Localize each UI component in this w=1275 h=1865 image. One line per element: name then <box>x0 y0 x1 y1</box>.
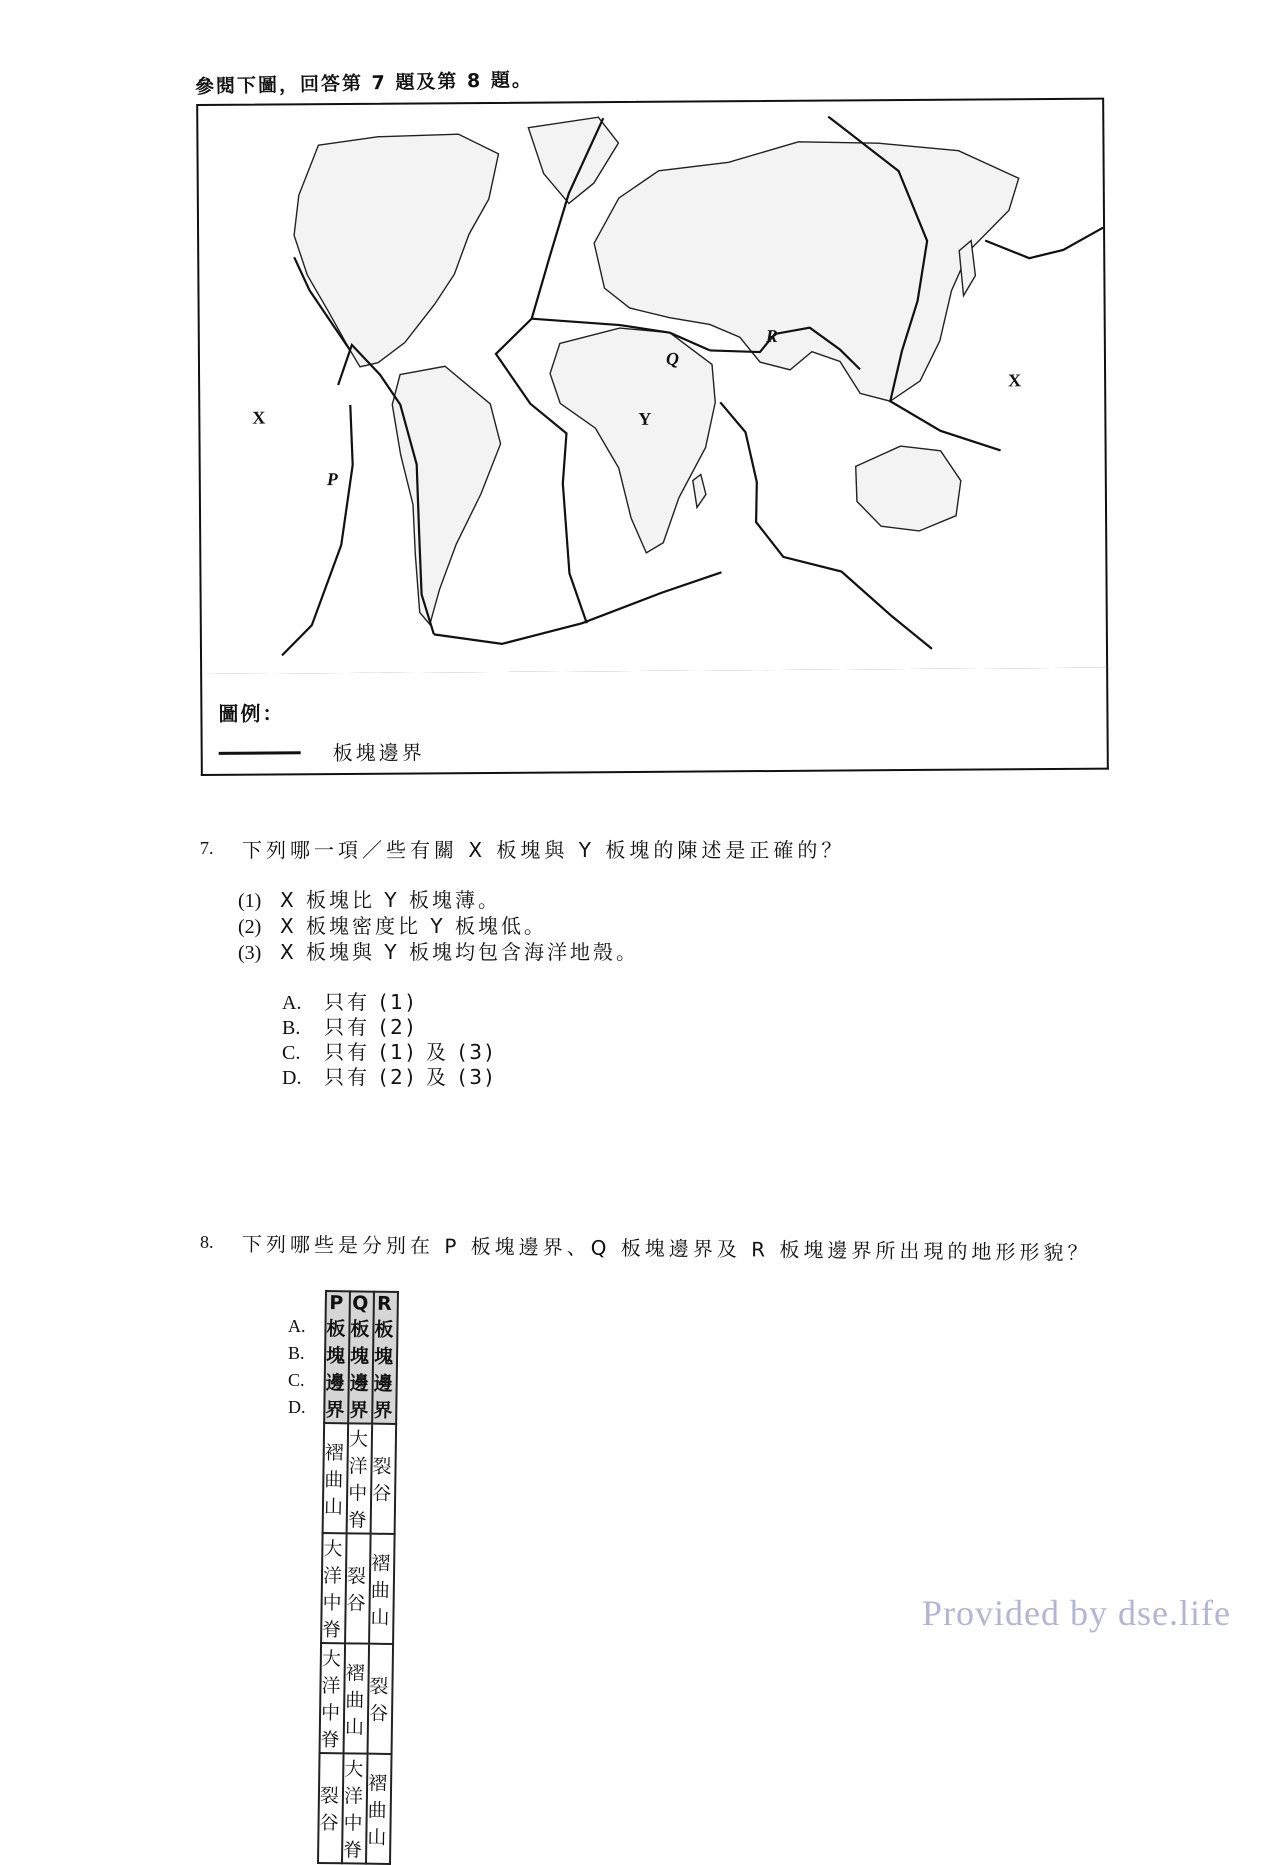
table-cell: 褶曲山 <box>344 1643 370 1753</box>
north-america-landmass <box>293 134 500 367</box>
greenland-landmass <box>528 117 619 204</box>
option-row-labels <box>288 1316 306 1424</box>
table-row[interactable] <box>323 1423 397 1534</box>
map-label-q: Q <box>665 348 680 369</box>
option-text: 只有 (1) <box>324 990 417 1014</box>
statement-item <box>238 910 547 939</box>
option-letter[interactable]: C. <box>288 1370 305 1390</box>
table-header-row <box>324 1291 398 1424</box>
question-number: 8. <box>200 1232 214 1252</box>
statement-number: (1) <box>238 890 262 912</box>
statement-text: X 板塊密度比 Y 板塊低。 <box>280 914 547 938</box>
table-cell: 裂谷 <box>368 1644 394 1754</box>
option-letter: D. <box>282 1067 302 1089</box>
question-text: 下列哪一項／些有關 X 板塊與 Y 板塊的陳述是正確的？ <box>242 838 846 862</box>
option-text: 只有 (2) <box>324 1015 417 1039</box>
option-letter: A. <box>282 992 302 1014</box>
statement-number: (3) <box>238 942 262 964</box>
table-cell: 褶曲山 <box>366 1754 392 1864</box>
answer-table <box>317 1290 399 1865</box>
map-legend <box>200 668 1109 776</box>
world-map <box>196 98 1108 676</box>
question-text: 下列哪些是分別在 P 板塊邊界、Q 板塊邊界及 R 板塊邊界所出現的地形形貌？ <box>241 1232 1092 1265</box>
legend-boundary-label: 板塊邊界 <box>332 740 425 766</box>
boundary-line-symbol <box>219 751 301 755</box>
table-cell: 大洋中脊 <box>347 1423 373 1533</box>
statement-item <box>238 884 501 913</box>
madagascar-landmass <box>693 474 706 507</box>
map-label-x-left: X <box>252 407 266 428</box>
option-text: 只有 (2) 及 (3) <box>324 1065 496 1089</box>
statement-number: (2) <box>238 916 262 938</box>
table-cell: 大洋中脊 <box>342 1753 368 1863</box>
option-letter[interactable]: D. <box>288 1397 306 1417</box>
statement-text: X 板塊與 Y 板塊均包含海洋地殼。 <box>280 940 639 964</box>
option-letter: C. <box>282 1042 301 1064</box>
table-header: P 板塊邊界 <box>324 1291 350 1423</box>
statement-text: X 板塊比 Y 板塊薄。 <box>280 888 501 912</box>
table-cell: 裂谷 <box>318 1753 344 1863</box>
option-letter: B. <box>282 1017 301 1039</box>
africa-landmass <box>550 327 717 553</box>
map-label-p: P <box>326 469 338 490</box>
table-cell: 大洋中脊 <box>320 1643 346 1753</box>
south-america-landmass <box>392 366 502 625</box>
boundary-nazca-pacific <box>280 405 354 655</box>
legend-title: 圖例： <box>218 701 285 726</box>
map-label-y: Y <box>638 408 652 429</box>
table-cell: 大洋中脊 <box>321 1533 347 1643</box>
japan-landmass <box>959 241 975 296</box>
plate-boundary-map <box>198 100 1106 674</box>
option-letter[interactable]: A. <box>288 1316 306 1336</box>
table-cell: 裂谷 <box>371 1424 397 1534</box>
answer-option[interactable] <box>282 1061 496 1090</box>
boundary-north-pacific-arc <box>985 228 1103 259</box>
table-cell: 裂谷 <box>345 1533 371 1643</box>
table-cell: 褶曲山 <box>323 1423 349 1533</box>
map-label-r: R <box>765 325 778 347</box>
table-row[interactable] <box>320 1643 394 1754</box>
boundary-antarctic <box>433 572 721 644</box>
statement-item <box>238 936 639 965</box>
table-row[interactable] <box>318 1753 392 1864</box>
question-number: 7. <box>200 838 214 858</box>
option-letter[interactable]: B. <box>288 1343 305 1363</box>
continents <box>293 114 1022 625</box>
table-cell: 褶曲山 <box>369 1534 395 1644</box>
map-label-x-right: X <box>1008 370 1022 391</box>
australia-landmass <box>856 446 962 532</box>
plate-map-figure <box>196 74 1109 780</box>
watermark-link[interactable]: Provided by dse.life <box>922 1593 1231 1633</box>
instruction-text: 參閱下圖，回答第 7 題及第 8 題。 <box>194 68 534 98</box>
table-header: R 板塊邊界 <box>372 1292 398 1424</box>
table-row[interactable] <box>321 1533 395 1644</box>
option-text: 只有 (1) 及 (3) <box>324 1040 496 1064</box>
table-header: Q 板塊邊界 <box>348 1291 374 1423</box>
